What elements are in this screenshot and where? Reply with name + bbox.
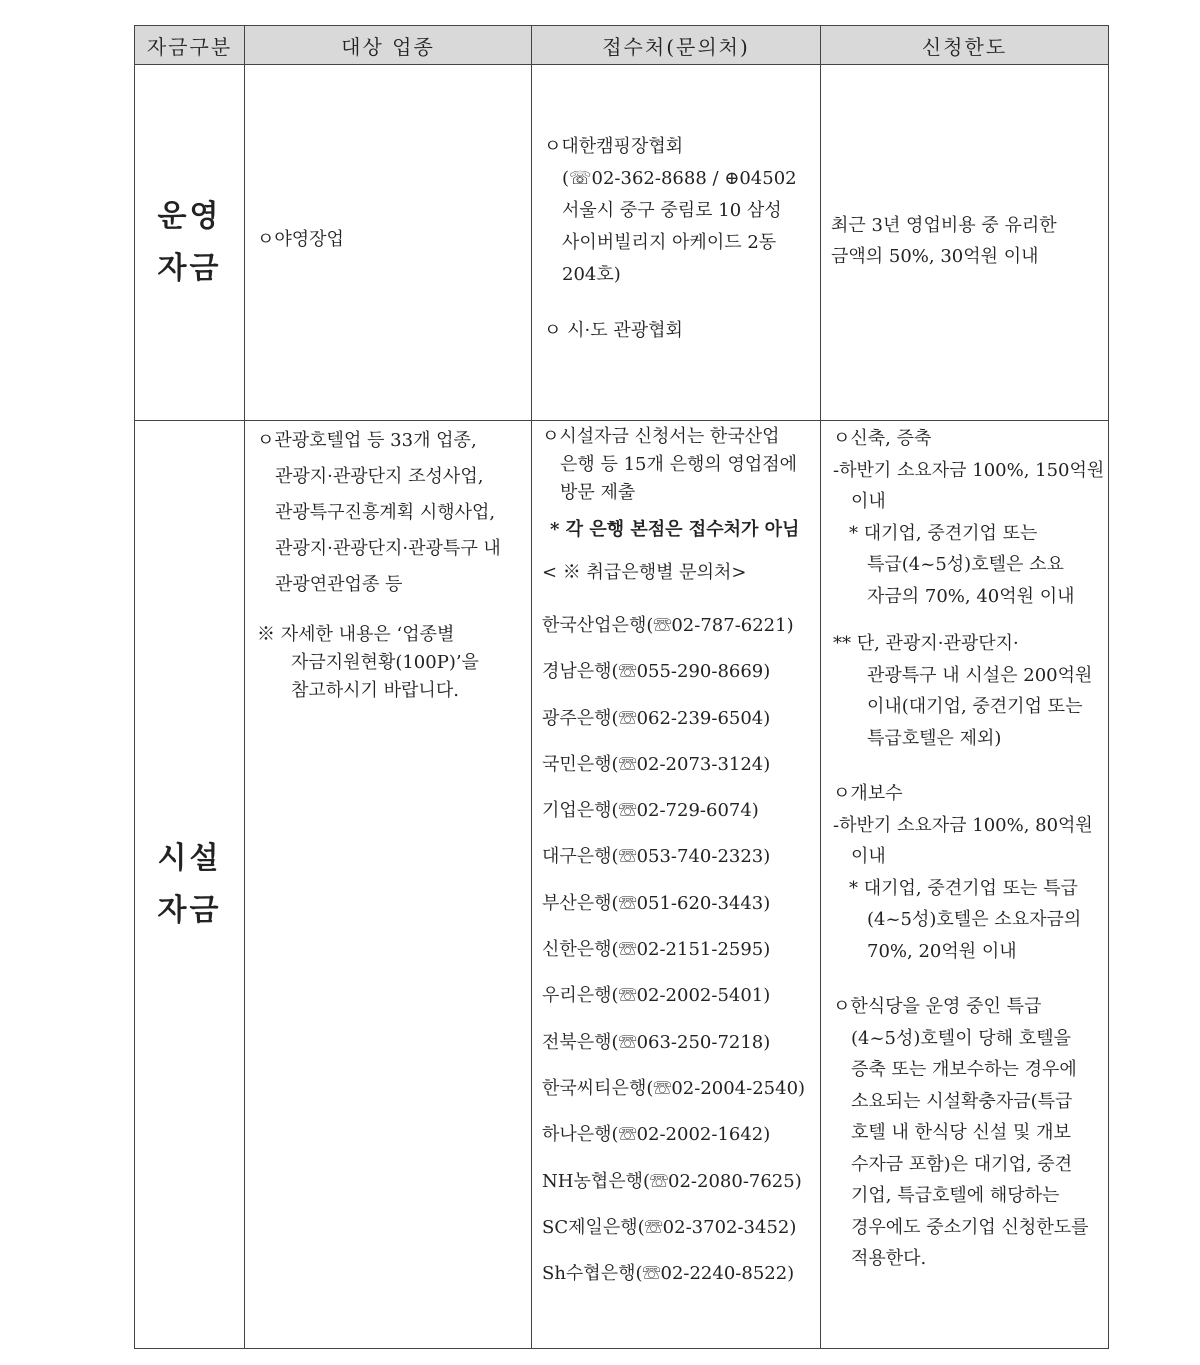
- bank-contact-item: 경남은행(☏055-290-8669): [542, 661, 771, 683]
- bank-contact-item: Sh수협은행(☏02-2240-8522): [542, 1263, 795, 1285]
- header-contact: 접수처(문의처): [532, 26, 821, 65]
- bank-contact-item: 하나은행(☏02-2002-1642): [542, 1124, 771, 1146]
- header-fund-type: 자금구분: [135, 26, 245, 65]
- bank-contact-item: 우리은행(☏02-2002-5401): [542, 985, 771, 1007]
- category-operating: 운영 자금: [135, 65, 245, 421]
- header-row: [135, 26, 1109, 65]
- operating-limit: 최근 3년 영업비용 중 유리한 금액의 50%, 30억원 이내: [821, 65, 1109, 421]
- bank-contact-item: 신한은행(☏02-2151-2595): [542, 939, 771, 961]
- fund-table: [134, 25, 1109, 1349]
- facility-business: ㅇ관광호텔업 등 33개 업종, 관광지·관광단지 조성사업, 관광특구진흥계획 시행사업, 관광지·관광단지·관광특구 내 관광연관업종 등 ※ 자세한 내용은 ‘업종별 자금지원현황(100P)’을 참고하시기 바랍니다.: [245, 421, 532, 1349]
- bank-contact-item: 대구은행(☏053-740-2323): [542, 846, 771, 868]
- notice-not-hq: * 각 은행 본점은 접수처가 아님: [550, 519, 800, 540]
- bank-contact-heading: < ※ 취급은행별 문의처>: [542, 562, 747, 583]
- bank-contact-item: 한국산업은행(☏02-787-6221): [542, 615, 794, 636]
- bank-list: [542, 603, 820, 1297]
- bank-contact-item: NH농협은행(☏02-2080-7625): [542, 1170, 802, 1192]
- bank-contact-item: 기업은행(☏02-729-6074): [542, 800, 759, 822]
- facility-contact: ㅇ시설자금 신청서는 한국산업 은행 등 15개 은행의 영업점에 방문 제출 * 각 은행 본점은 접수처가 아님 < ※ 취급은행별 문의처> 한국산업은행(☏02-787-6221) 경남은행(☏055-290-8669) 광주은행(☏062-239-6504) 국민은행(☏02-2073-3124) 기업은행(☏02-729-6074) 대구은행(☏053-740-2323) 부산은행(☏051-620-3443) 신한은행(☏02-2151-2595) 우리은행(☏02-2002-5401) 전북은행(☏063-250-7218) 한국씨티은행(☏02-2004-2540) 하나은행(☏02-2002-1642) NH농협은행(☏02-2080-7625) SC제일은행(☏02-3702-3452) Sh수협은행(☏02-2240-8522): [532, 421, 821, 1349]
- operating-business: ㅇ야영장업: [245, 65, 532, 421]
- bank-contact-item: 광주은행(☏062-239-6504): [542, 707, 771, 729]
- operating-contact: ㅇ대한캠핑장협회 (☏02-362-8688 / ⊕04502 서울시 중구 중림로 10 삼성 사이버빌리지 아케이드 2동 204호) ㅇ 시·도 관광협회: [532, 65, 821, 421]
- bank-contact-item: SC제일은행(☏02-3702-3452): [542, 1216, 797, 1238]
- row-facility-fund: [135, 421, 1109, 1349]
- bank-contact-item: 한국씨티은행(☏02-2004-2540): [542, 1077, 806, 1099]
- bank-contact-item: 국민은행(☏02-2073-3124): [542, 753, 771, 775]
- facility-limit: ㅇ신축, 증축 -하반기 소요자금 100%, 150억원 이내 * 대기업, 중견기업 또는 특급(4~5성)호텔은 소요 자금의 70%, 40억원 이내 ** 단, 관광지·관광단지· 관광특구 내 시설은 200억원 이내(대기업, 중견기업 또는 특급호텔은 제외) ㅇ개보수 -하반기 소요자금 100%, 80억원 이내 * 대기업, 중견기업 또는 특급 (4~5성)호텔은 소요자금의 70%, 20억원 이내 ㅇ한식당을 운영 중인 특급 (4~5성)호텔이 당해 호텔을 증축 또는 개보수하는 경우에 소요되는 시설확충자금(특급 호텔 내 한식당 신설 및 개보 수자금 포함)은 대기업, 중견 기업, 특급호텔에 해당하는 경우에도 중소기업 신청한도를 적용한다.: [821, 421, 1109, 1349]
- header-limit: 신청한도: [821, 26, 1109, 65]
- bank-contact-item: 전북은행(☏063-250-7218): [542, 1031, 771, 1053]
- header-business: 대상 업종: [245, 26, 532, 65]
- bank-contact-item: 부산은행(☏051-620-3443): [542, 892, 771, 914]
- category-facility: 시설 자금: [135, 421, 245, 1349]
- row-operating-fund: [135, 65, 1109, 421]
